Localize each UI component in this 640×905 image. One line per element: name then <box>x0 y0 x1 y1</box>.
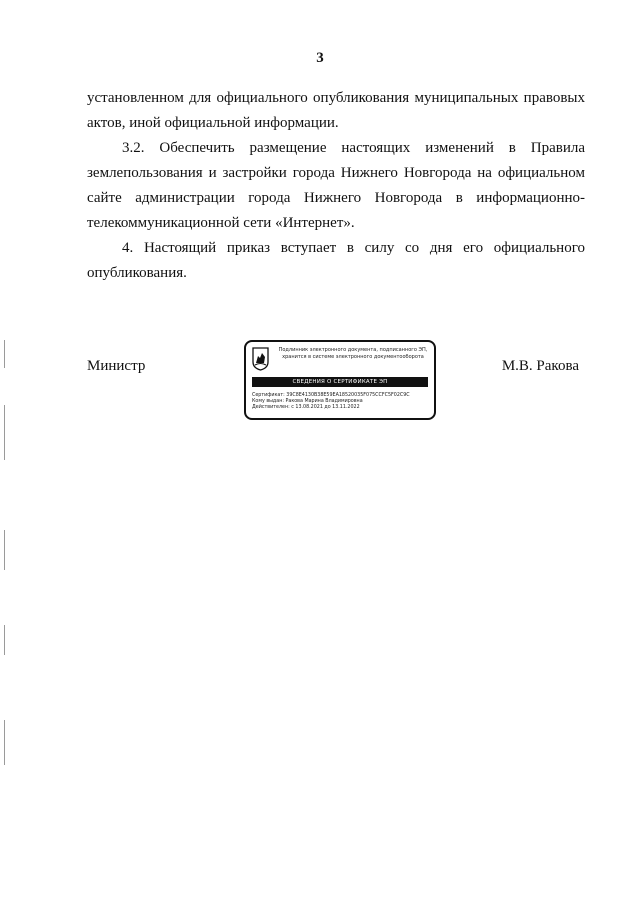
stamp-banner: СВЕДЕНИЯ О СЕРТИФИКАТЕ ЭП <box>252 377 428 387</box>
stamp-details <box>252 393 432 411</box>
certificate-value: 39C8E4130B38E59EA18520035F075CCFC5F02C9C <box>286 393 410 398</box>
scan-artifact <box>4 530 5 570</box>
electronic-signature-stamp <box>244 340 436 420</box>
document-body <box>87 86 585 286</box>
certificate-label: Сертификат: <box>252 393 285 398</box>
paragraph-4: 4. Настоящий приказ вступает в силу со дня его официального опубликования. <box>87 240 585 281</box>
issued-to-value: Ракова Марина Владимировна <box>285 399 363 404</box>
validity-value: с 13.08.2021 до 13.11.2022 <box>291 405 360 410</box>
coat-of-arms-icon <box>252 347 269 371</box>
signatory-role: Министр <box>87 358 146 374</box>
stamp-notice <box>274 347 432 360</box>
scan-artifact <box>4 405 5 460</box>
paragraph-1: установленном для официального опубликования муниципальных правовых актов, иной официальной информации. <box>87 90 585 131</box>
stamp-notice-line-2: хранится в системе электронного документооборота <box>282 353 424 360</box>
page-number: 3 <box>316 50 324 66</box>
validity-row <box>252 405 432 411</box>
signatory-name: М.В. Ракова <box>501 358 579 374</box>
issued-to-label: Кому выдан: <box>252 399 284 404</box>
scan-artifact <box>4 625 5 655</box>
validity-label: Действителен: <box>252 405 290 410</box>
scan-artifact <box>4 340 5 368</box>
stamp-notice-line-1: Подлинник электронного документа, подписанного ЭП, <box>278 347 428 353</box>
scan-artifact <box>4 720 5 765</box>
paragraph-3-2: 3.2. Обеспечить размещение настоящих изменений в Правила землепользования и застройки города Нижнего Новгорода на официальном сайте администрации города Нижнего Новгорода в информационно-телекоммуникационной сети «Интернет». <box>87 140 585 231</box>
